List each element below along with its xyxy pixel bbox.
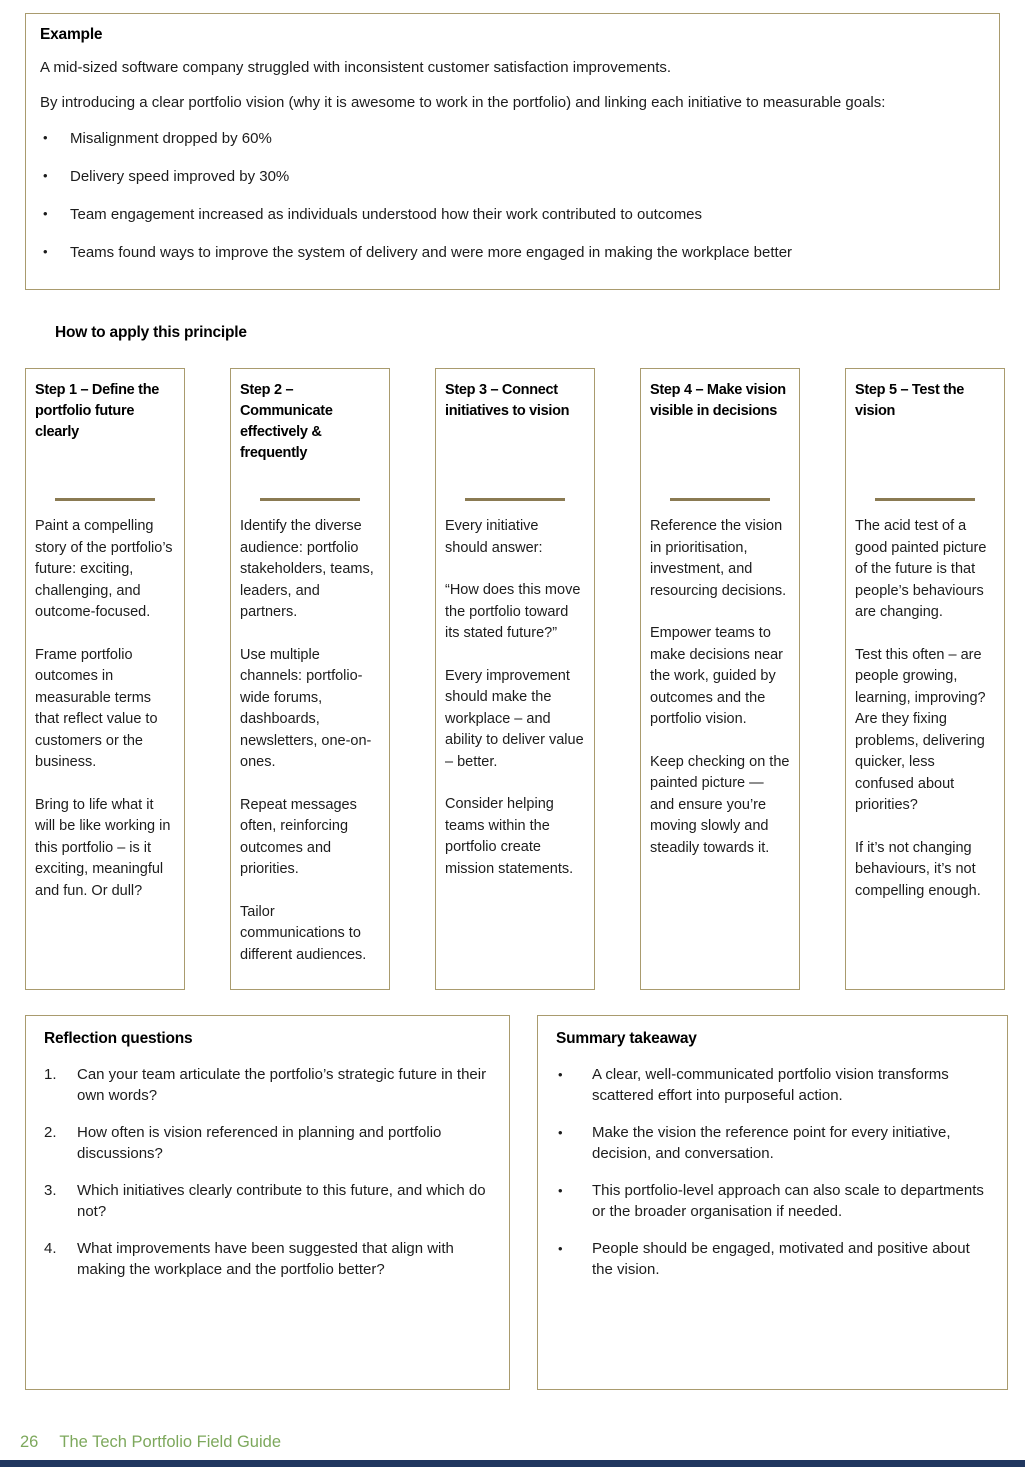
item-text: A clear, well-communicated portfolio vision transforms scattered effort into purposeful action. xyxy=(592,1066,949,1104)
step-3-title: Step 3 – Connect initiatives to vision xyxy=(445,382,570,419)
paragraph: If it’s not changing behaviours, it’s not compelling enough. xyxy=(855,839,981,899)
step-4-body xyxy=(650,516,790,859)
bullet-icon: • xyxy=(43,206,48,221)
step-2-body xyxy=(240,516,380,966)
item-number: 2. xyxy=(44,1124,57,1141)
step-1-title: Step 1 – Define the portfolio future clearly xyxy=(35,382,160,440)
paragraph: Bring to life what it will be like working in this portfolio – is it exciting, meaningful and fun. Or dull? xyxy=(35,796,171,899)
page-number: 26 xyxy=(20,1433,39,1451)
paragraph: Keep checking on the painted picture — and ensure you’re moving slowly and steadily towards it. xyxy=(650,753,790,856)
paragraph: Reference the vision in prioritisation, investment, and resourcing decisions. xyxy=(650,518,787,599)
reflection-questions-box xyxy=(25,1015,510,1390)
example-paragraphs xyxy=(40,58,985,113)
paragraph: Every improvement should make the workplace – and ability to deliver value – better. xyxy=(445,667,584,770)
bullet-item xyxy=(40,166,985,187)
how-to-apply-heading: How to apply this principle xyxy=(55,324,247,341)
bullet-icon: • xyxy=(43,168,48,183)
item-text: Team engagement increased as individuals understood how their work contributed to outcomes xyxy=(70,206,703,223)
paragraph: Repeat messages often, reinforcing outcomes and priorities. xyxy=(240,796,357,877)
paragraph: By introducing a clear portfolio vision (why it is awesome to work in the portfolio) and linking each initiative to measurable goals: xyxy=(40,94,886,111)
paragraph: Paint a compelling story of the portfolio’s future: exciting, challenging, and outcome-focused. xyxy=(35,518,173,620)
item-number: 4. xyxy=(44,1240,57,1257)
reflection-title: Reflection questions xyxy=(44,1030,193,1047)
step-3-body xyxy=(445,516,585,880)
item-text: Make the vision the reference point for every initiative, decision, and conversation. xyxy=(592,1124,951,1162)
summary-list xyxy=(556,1064,989,1280)
card-divider xyxy=(260,498,360,501)
numbered-item xyxy=(44,1238,491,1280)
step-2-title: Step 2 – Communicate effectively & frequently xyxy=(240,382,333,461)
bullet-item xyxy=(40,204,985,225)
bullet-icon: • xyxy=(558,1241,563,1256)
steps-row xyxy=(25,368,1005,990)
example-title: Example xyxy=(40,26,103,43)
paragraph: The acid test of a good painted picture of the future is that people’s behaviours are changing. xyxy=(855,518,987,620)
bullet-item xyxy=(556,1180,989,1222)
bottom-row xyxy=(25,1015,1008,1390)
card-divider xyxy=(670,498,770,501)
bullet-item xyxy=(556,1238,989,1280)
reflection-list xyxy=(44,1064,491,1280)
paragraph: A mid-sized software company struggled with inconsistent customer satisfaction improvements. xyxy=(40,59,672,76)
item-text: Teams found ways to improve the system of delivery and were more engaged in making the workplace better xyxy=(70,244,793,261)
item-text: How often is vision referenced in planning and portfolio discussions? xyxy=(77,1124,442,1162)
bullet-item xyxy=(556,1122,989,1164)
item-text: Which initiatives clearly contribute to this future, and which do not? xyxy=(77,1182,486,1220)
summary-title: Summary takeaway xyxy=(556,1030,697,1047)
bullet-icon: • xyxy=(558,1067,563,1082)
bullet-icon: • xyxy=(43,244,48,259)
item-number: 3. xyxy=(44,1182,57,1199)
item-text: Delivery speed improved by 30% xyxy=(70,168,290,185)
step-1-body xyxy=(35,516,175,902)
card-divider xyxy=(55,498,155,501)
item-number: 1. xyxy=(44,1066,57,1083)
example-box xyxy=(25,13,1000,290)
step-card-2 xyxy=(230,368,390,990)
paragraph: Consider helping teams within the portfolio create mission statements. xyxy=(445,796,574,877)
step-4-title: Step 4 – Make vision visible in decisions xyxy=(650,382,786,419)
step-card-5 xyxy=(845,368,1005,990)
item-text: What improvements have been suggested that align with making the workplace and the portfolio better? xyxy=(77,1240,454,1278)
paragraph: “How does this move the portfolio toward its stated future?” xyxy=(445,582,581,641)
bullet-item xyxy=(556,1064,989,1106)
numbered-item xyxy=(44,1064,491,1106)
step-5-title: Step 5 – Test the vision xyxy=(855,382,965,419)
paragraph: Identify the diverse audience: portfolio stakeholders, teams, leaders, and partners. xyxy=(240,518,374,620)
bottom-accent-bar xyxy=(0,1460,1025,1467)
step-5-body xyxy=(855,516,995,902)
bullet-icon: • xyxy=(558,1183,563,1198)
numbered-item xyxy=(44,1180,491,1222)
example-bullet-list xyxy=(40,128,985,263)
card-divider xyxy=(875,498,975,501)
item-text: Can your team articulate the portfolio’s strategic future in their own words? xyxy=(77,1066,487,1104)
bullet-item xyxy=(40,242,985,263)
paragraph: Test this often – are people growing, learning, improving? Are they fixing problems, delivering quicker, less confused about priorities? xyxy=(855,646,986,813)
paragraph: Empower teams to make decisions near the work, guided by outcomes and the portfolio vision. xyxy=(650,625,783,727)
page-footer xyxy=(20,1433,281,1452)
card-divider xyxy=(465,498,565,501)
paragraph: Use multiple channels: portfolio-wide forums, dashboards, newsletters, one-on-ones. xyxy=(240,646,372,770)
bullet-icon: • xyxy=(558,1125,563,1140)
bullet-item xyxy=(40,128,985,149)
footer-guide-title: The Tech Portfolio Field Guide xyxy=(59,1433,282,1451)
item-text: This portfolio-level approach can also scale to departments or the broader organisation if needed. xyxy=(592,1182,984,1220)
item-text: People should be engaged, motivated and positive about the vision. xyxy=(592,1240,970,1278)
bullet-icon: • xyxy=(43,130,48,145)
item-text: Misalignment dropped by 60% xyxy=(70,130,272,147)
paragraph: Tailor communications to different audiences. xyxy=(240,903,367,963)
step-card-1 xyxy=(25,368,185,990)
paragraph: Every initiative should answer: xyxy=(445,518,543,556)
paragraph: Frame portfolio outcomes in measurable terms that reflect value to customers or the business. xyxy=(35,646,158,770)
step-card-3 xyxy=(435,368,595,990)
summary-takeaway-box xyxy=(537,1015,1008,1390)
numbered-item xyxy=(44,1122,491,1164)
step-card-4 xyxy=(640,368,800,990)
